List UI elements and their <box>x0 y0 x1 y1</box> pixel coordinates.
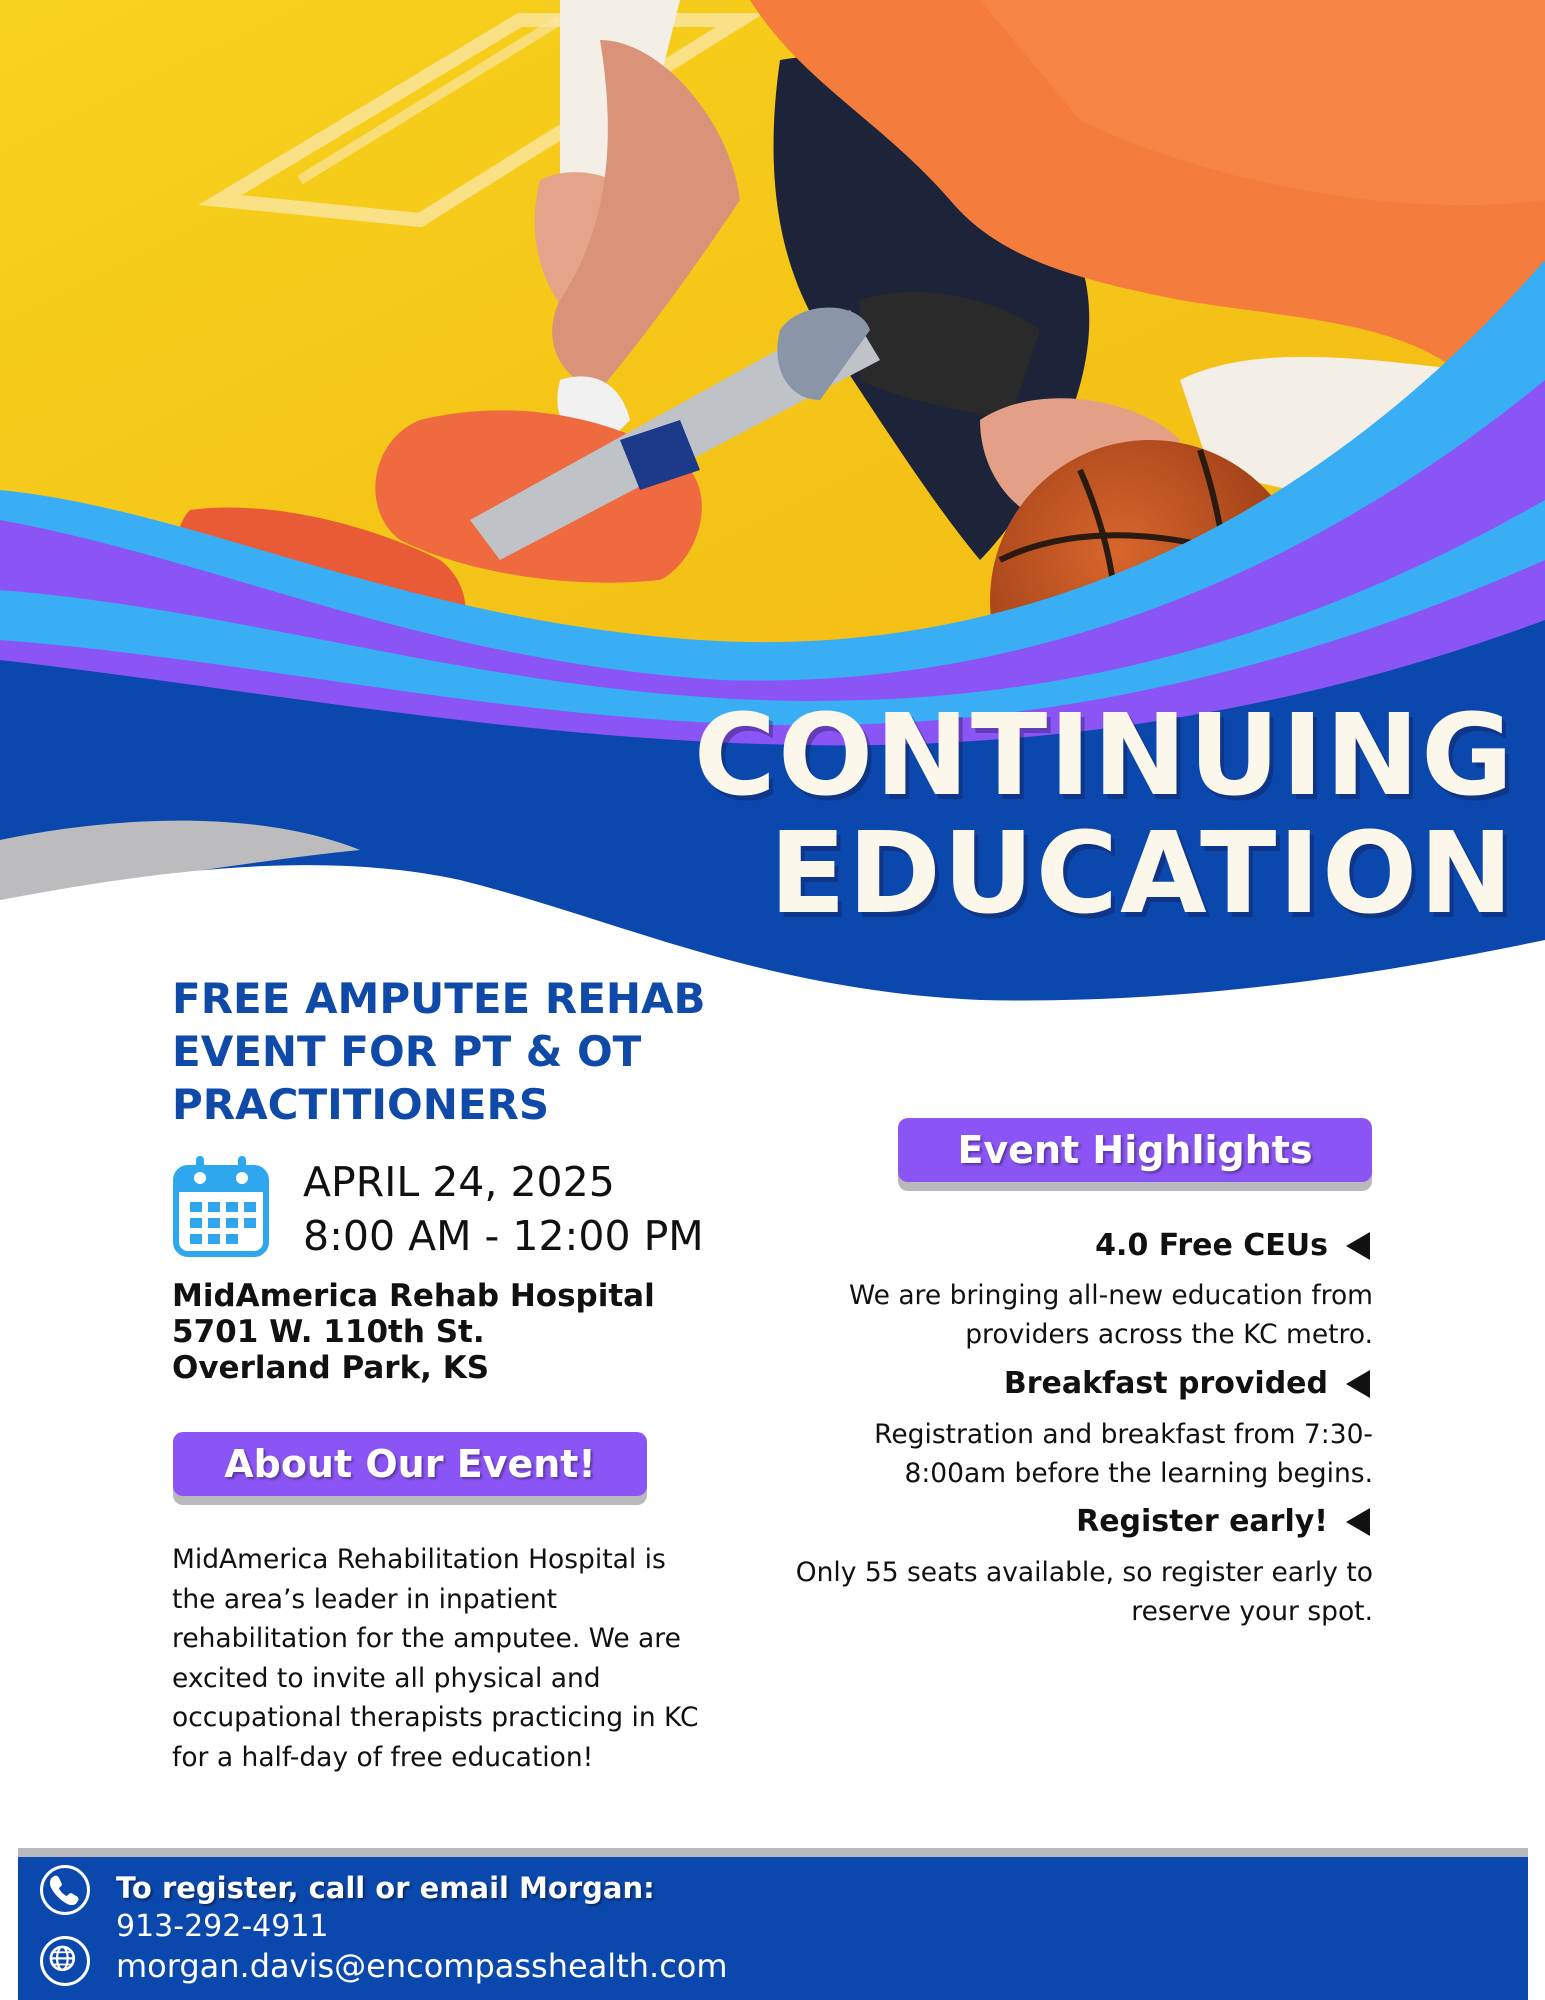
highlight-text-2: Registration and breakfast from 7:30-8:00am before the learning begins. <box>874 1419 1373 1489</box>
triangle-left-icon <box>1346 1508 1370 1536</box>
event-date: APRIL 24, 2025 <box>303 1158 615 1206</box>
highlight-heading-text: Register early! <box>1076 1504 1328 1539</box>
footer-phone[interactable]: 913-292-4911 <box>116 1909 329 1944</box>
triangle-left-icon <box>1346 1232 1370 1260</box>
highlight-heading-1 <box>1095 1228 1370 1263</box>
about-body: MidAmerica Rehabilitation Hospital is the area’s leader in inpatient rehabilitation for the amputee. We are excited to invite all physical and occupational therapists practicing in KC for a half-day of free education! <box>172 1544 699 1773</box>
globe-icon[interactable] <box>40 1936 90 1986</box>
highlight-heading-2 <box>1004 1366 1370 1401</box>
highlight-text-1: We are bringing all-new education from providers across the KC metro. <box>848 1280 1373 1350</box>
event-location <box>172 1278 655 1386</box>
highlight-text-3: Only 55 seats available, so register early to reserve your spot. <box>795 1557 1373 1627</box>
highlight-heading-text: Breakfast provided <box>1003 1366 1328 1401</box>
event-headline: FREE AMPUTEE REHAB EVENT FOR PT & OT PRACTITIONERS <box>172 974 706 1129</box>
highlights-label: Event Highlights <box>898 1118 1372 1182</box>
about-label: About Our Event! <box>173 1432 647 1496</box>
footer-top-border <box>18 1848 1528 1857</box>
phone-icon[interactable] <box>40 1865 90 1915</box>
footer-email[interactable]: morgan.davis@encompasshealth.com <box>116 1947 728 1985</box>
highlight-heading-text: 4.0 Free CEUs <box>1095 1228 1328 1263</box>
event-time: 8:00 AM - 12:00 PM <box>303 1212 704 1260</box>
footer-heading: To register, call or email Morgan: <box>116 1871 655 1905</box>
title-line-1: CONTINUING <box>693 691 1515 821</box>
footer-contact-bar <box>18 1857 1528 2000</box>
title-line-2: EDUCATION <box>769 809 1515 939</box>
address-line-1: 5701 W. 110th St. <box>172 1314 485 1350</box>
highlight-heading-3 <box>1076 1504 1370 1539</box>
location-name: MidAmerica Rehab Hospital <box>172 1278 655 1314</box>
address-line-2: Overland Park, KS <box>172 1350 490 1386</box>
triangle-left-icon <box>1346 1370 1370 1398</box>
event-datetime <box>303 1155 704 1263</box>
calendar-icon <box>172 1154 270 1258</box>
